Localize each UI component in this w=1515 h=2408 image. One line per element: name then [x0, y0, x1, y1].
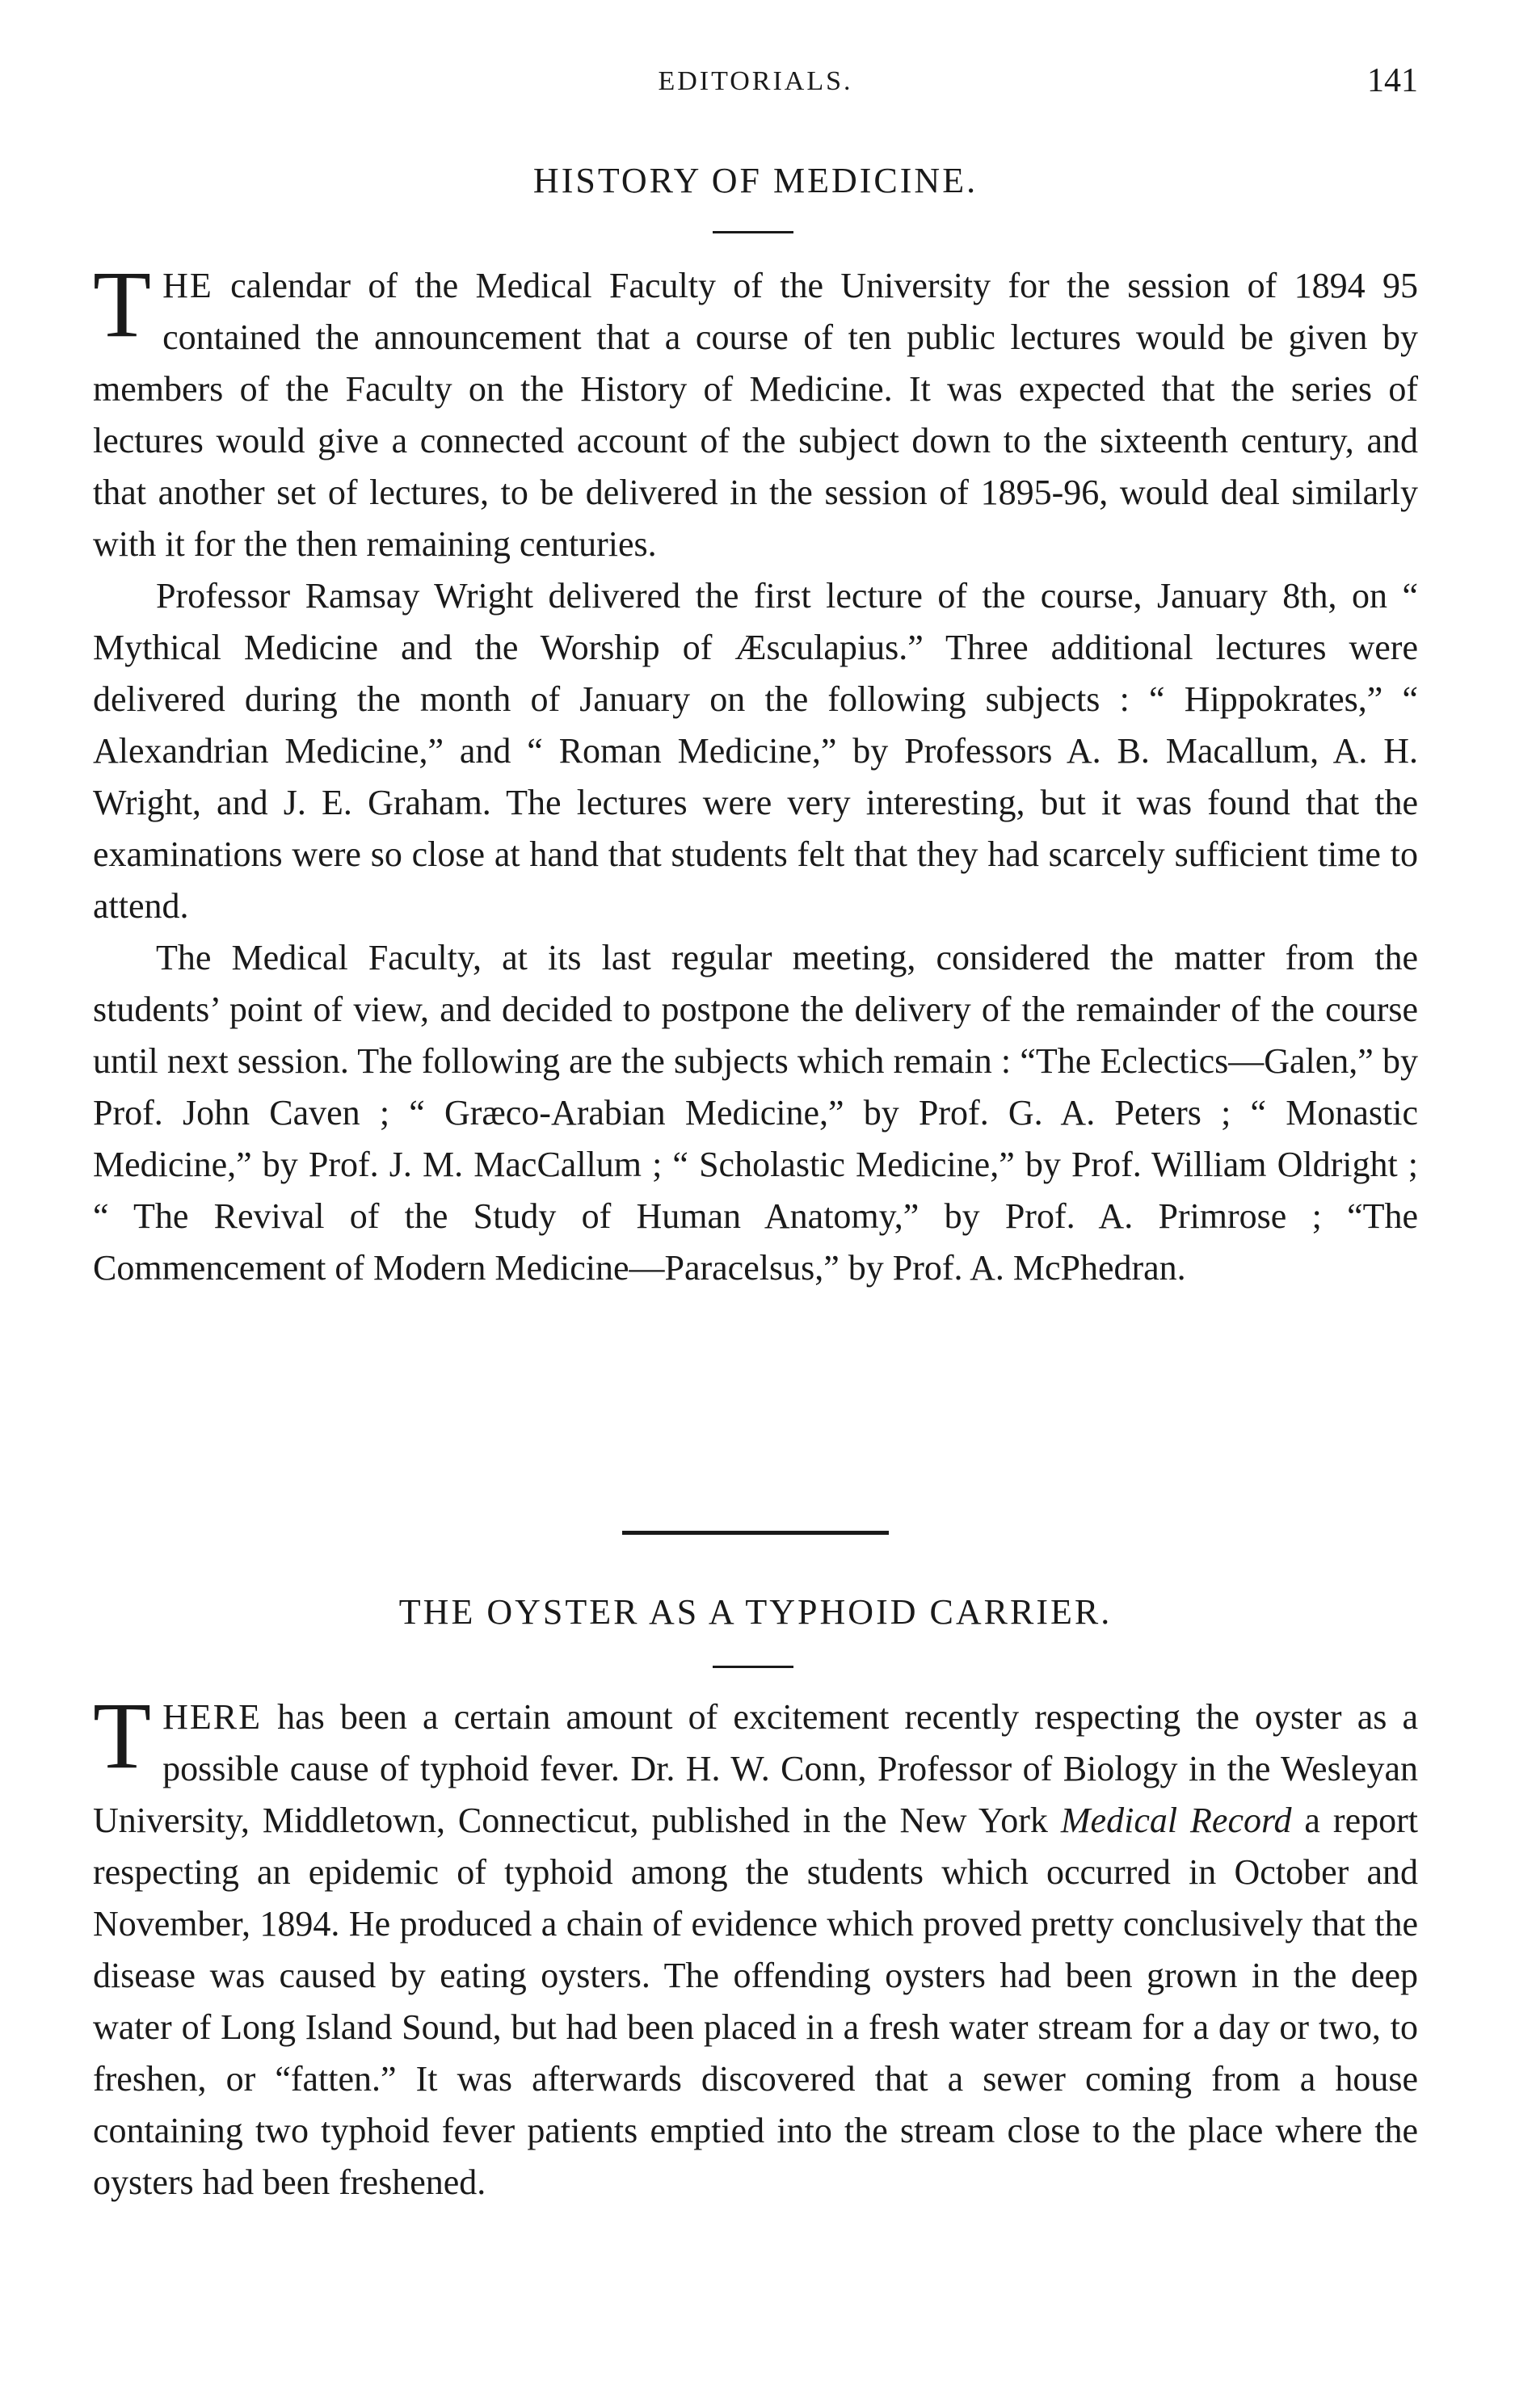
page-number: 141 — [1367, 62, 1418, 99]
paragraph: Professor Ramsay Wright delivered the first lecture of the course, January 8th, on “ Mythical Medicine and the Worship of Æsculapius.” Three additional lectures were delivered during the month of January on the following subjects : “ Hippokrates,” “ Alexandrian Medicine,” and “ Roman Medicine,” by Professors A. B. Macallum, A. H. Wright, and J. E. Graham. The lectures were very interesting, but it was found that the examinations were so close at hand that students felt that they had scarcely sufficient time to attend. — [93, 576, 1418, 926]
paragraph — [93, 251, 1418, 570]
paragraph-text: has been a certain amount of excitement recently respecting the oyster as a possible cause of typhoid fever. Dr. H. W. Conn, Professor of Biology in the Wesleyan University, Middletown, Connecticut, published in the New York — [93, 1697, 1418, 1840]
section-title-history-of-medicine: HISTORY OF MEDICINE. — [532, 161, 978, 200]
paragraph — [93, 1683, 1418, 2208]
section-title-oyster-typhoid: THE OYSTER AS A TYPHOID CARRIER. — [398, 1592, 1113, 1632]
section-divider-rule — [622, 1531, 889, 1535]
drop-cap: T — [93, 251, 152, 357]
section-oyster-body — [93, 1683, 1418, 2208]
first-word: HERE — [162, 1697, 262, 1737]
short-rule — [713, 231, 793, 233]
running-header — [93, 62, 1418, 115]
paragraph: The Medical Faculty, at its last regular meeting, considered the matter from the students’ point of view, and decided to postpone the delivery of the remainder of the course until next session. The following are the subjects which remain : “The Eclectics—Galen,” by Prof. John Caven ; “ Græco-Arabian Medicine,” by Prof. G. A. Peters ; “ Monastic Medicine,” by Prof. J. M. MacCallum ; “ Scholastic Medicine,” by Prof. William Oldright ; “ The Revival of the Study of Human Anatomy,” by Prof. A. Primrose ; “The Commencement of Modern Medicine—Paracelsus,” by Prof. A. McPhedran. — [93, 938, 1418, 1288]
paragraph-text: a report respecting an epidemic of typhoid among the students which occurred in October and November, 1894. He produced a chain of evidence which proved pretty conclusively that the disease was caused by eating oysters. The offending oysters had been grown in the deep water of Long Island Sound, but had been placed in a fresh water stream for a day or two, to freshen, or “fatten.” It was afterwards discovered that a sewer coming from a house containing two typhoid fever patients emptied into the stream close to the place where the oysters had been freshened. — [93, 1801, 1418, 2202]
section-history-of-medicine-body — [93, 251, 1418, 1294]
paragraph-text: calendar of the Medical Faculty of the University for the session of 1894 95 contained the announcement that a course of ten public lectures would be given by members of the Faculty on the History of Medicine. It was expected that the series of lectures would give a connected account of the subject down to the sixteenth century, and that another set of lectures, to be delivered in the session of 1895-96, would deal similarly with it for the then remaining centuries. — [93, 266, 1418, 564]
short-rule — [713, 1666, 793, 1668]
running-title: EDITORIALS. — [658, 66, 853, 96]
first-word: HE — [162, 266, 213, 305]
publication-title: Medical Record — [1060, 1801, 1292, 1840]
drop-cap: T — [93, 1683, 152, 1788]
